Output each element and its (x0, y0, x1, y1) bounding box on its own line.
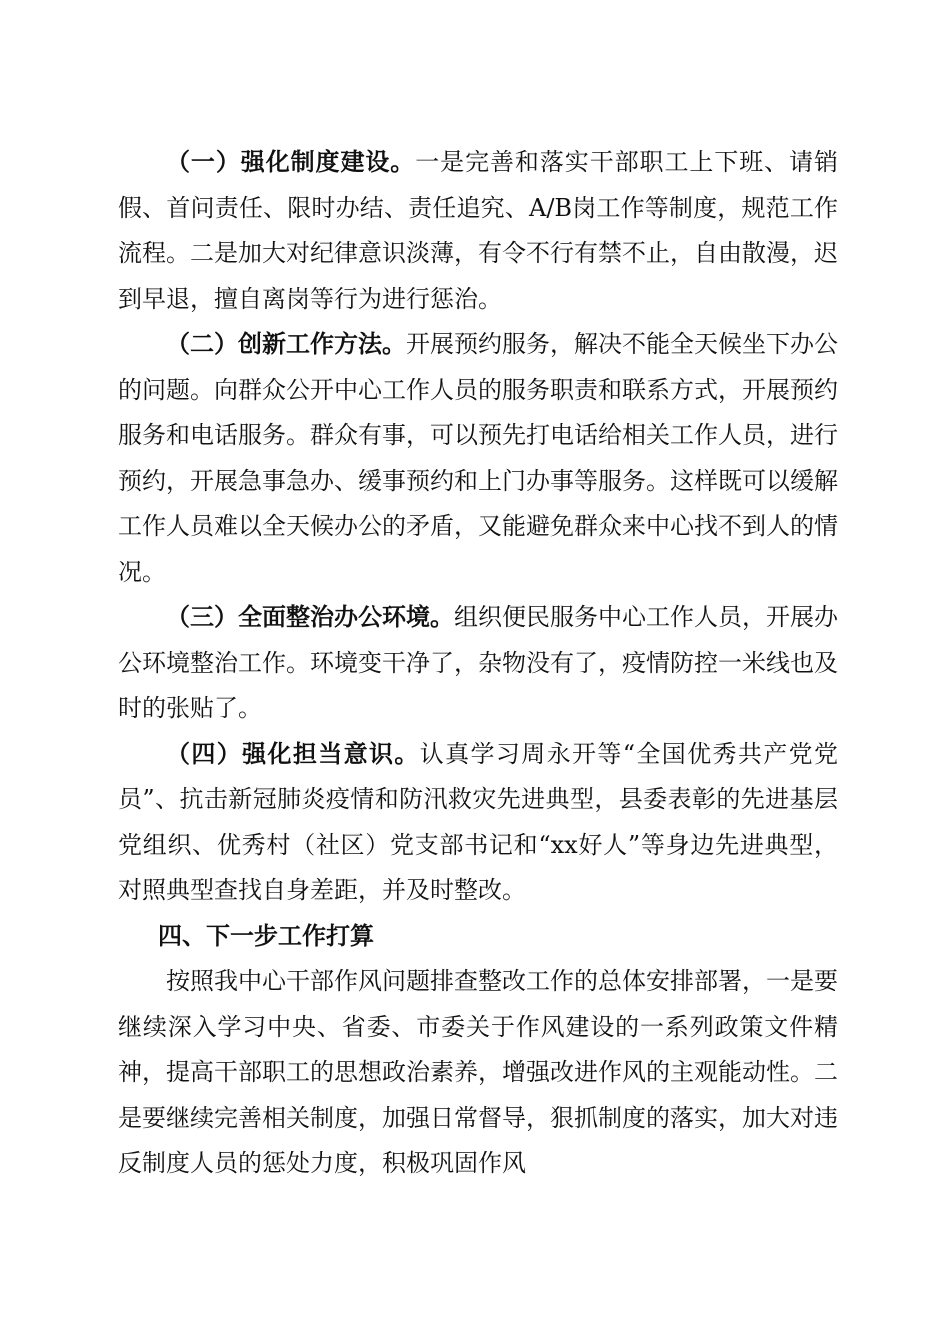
paragraph-next-steps: 按照我中心干部作风问题排查整改工作的总体安排部署，一是要继续深入学习中央、省委、市委关于作风建设的一系列政策文件精神，提高干部职工的思想政治素养，增强改进作风的主观能动性。二是要继续完善相关制度，加强日常督导，狠抓制度的落实，加大对违反制度人员的惩处力度，积极巩固作风 (118, 967, 838, 1177)
paragraph-lead: （三）全面整治办公环境。 (166, 603, 454, 631)
paragraph-text: 组织便民服务中心工作人员，开展办公环境整治工作。环境变干净了，杂物没有了，疫情防控一米线也及时的张贴了。 (118, 603, 838, 722)
section-heading: 四、下一步工作打算 (158, 921, 374, 950)
paragraph-lead: （四）强化担当意识。 (166, 739, 420, 768)
paragraph-work-methods (118, 322, 838, 595)
paragraph-lead: （二）创新工作方法。 (166, 330, 406, 358)
paragraph-text: 开展预约服务，解决不能全天候坐下办公的问题。向群众公开中心工作人员的服务职责和联系方式，开展预约服务和电话服务。群众有事，可以预先打电话给相关工作人员，进行预约，开展急事急办、缓事预约和上门办事等服务。这样既可以缓解工作人员难以全天候办公的矛盾，又能避免群众来中心找不到人的情况。 (118, 330, 838, 586)
paragraph-responsibility (118, 732, 838, 914)
paragraph-text: 认真学习周永开等“全国优秀共产党党员”、抗击新冠肺炎疫情和防汛救灾先进典型，县委表彰的先进基层党组织、优秀村（社区）党支部书记和“xx好人”等身边先进典型，对照典型查找自身差距，并及时整改。 (118, 739, 838, 904)
paragraph-lead: （一）强化制度建设。 (166, 148, 416, 176)
paragraph-office-environment (118, 595, 838, 732)
paragraph-system-building (118, 140, 838, 322)
document-body (118, 140, 838, 1187)
paragraph-text: 一是完善和落实干部职工上下班、请销假、首问责任、限时办结、责任追究、A/B岗工作等制度，规范工作流程。二是加大对纪律意识淡薄，有令不行有禁不止，自由散漫，迟到早退，擅自离岗等行为进行惩治。 (118, 148, 839, 313)
